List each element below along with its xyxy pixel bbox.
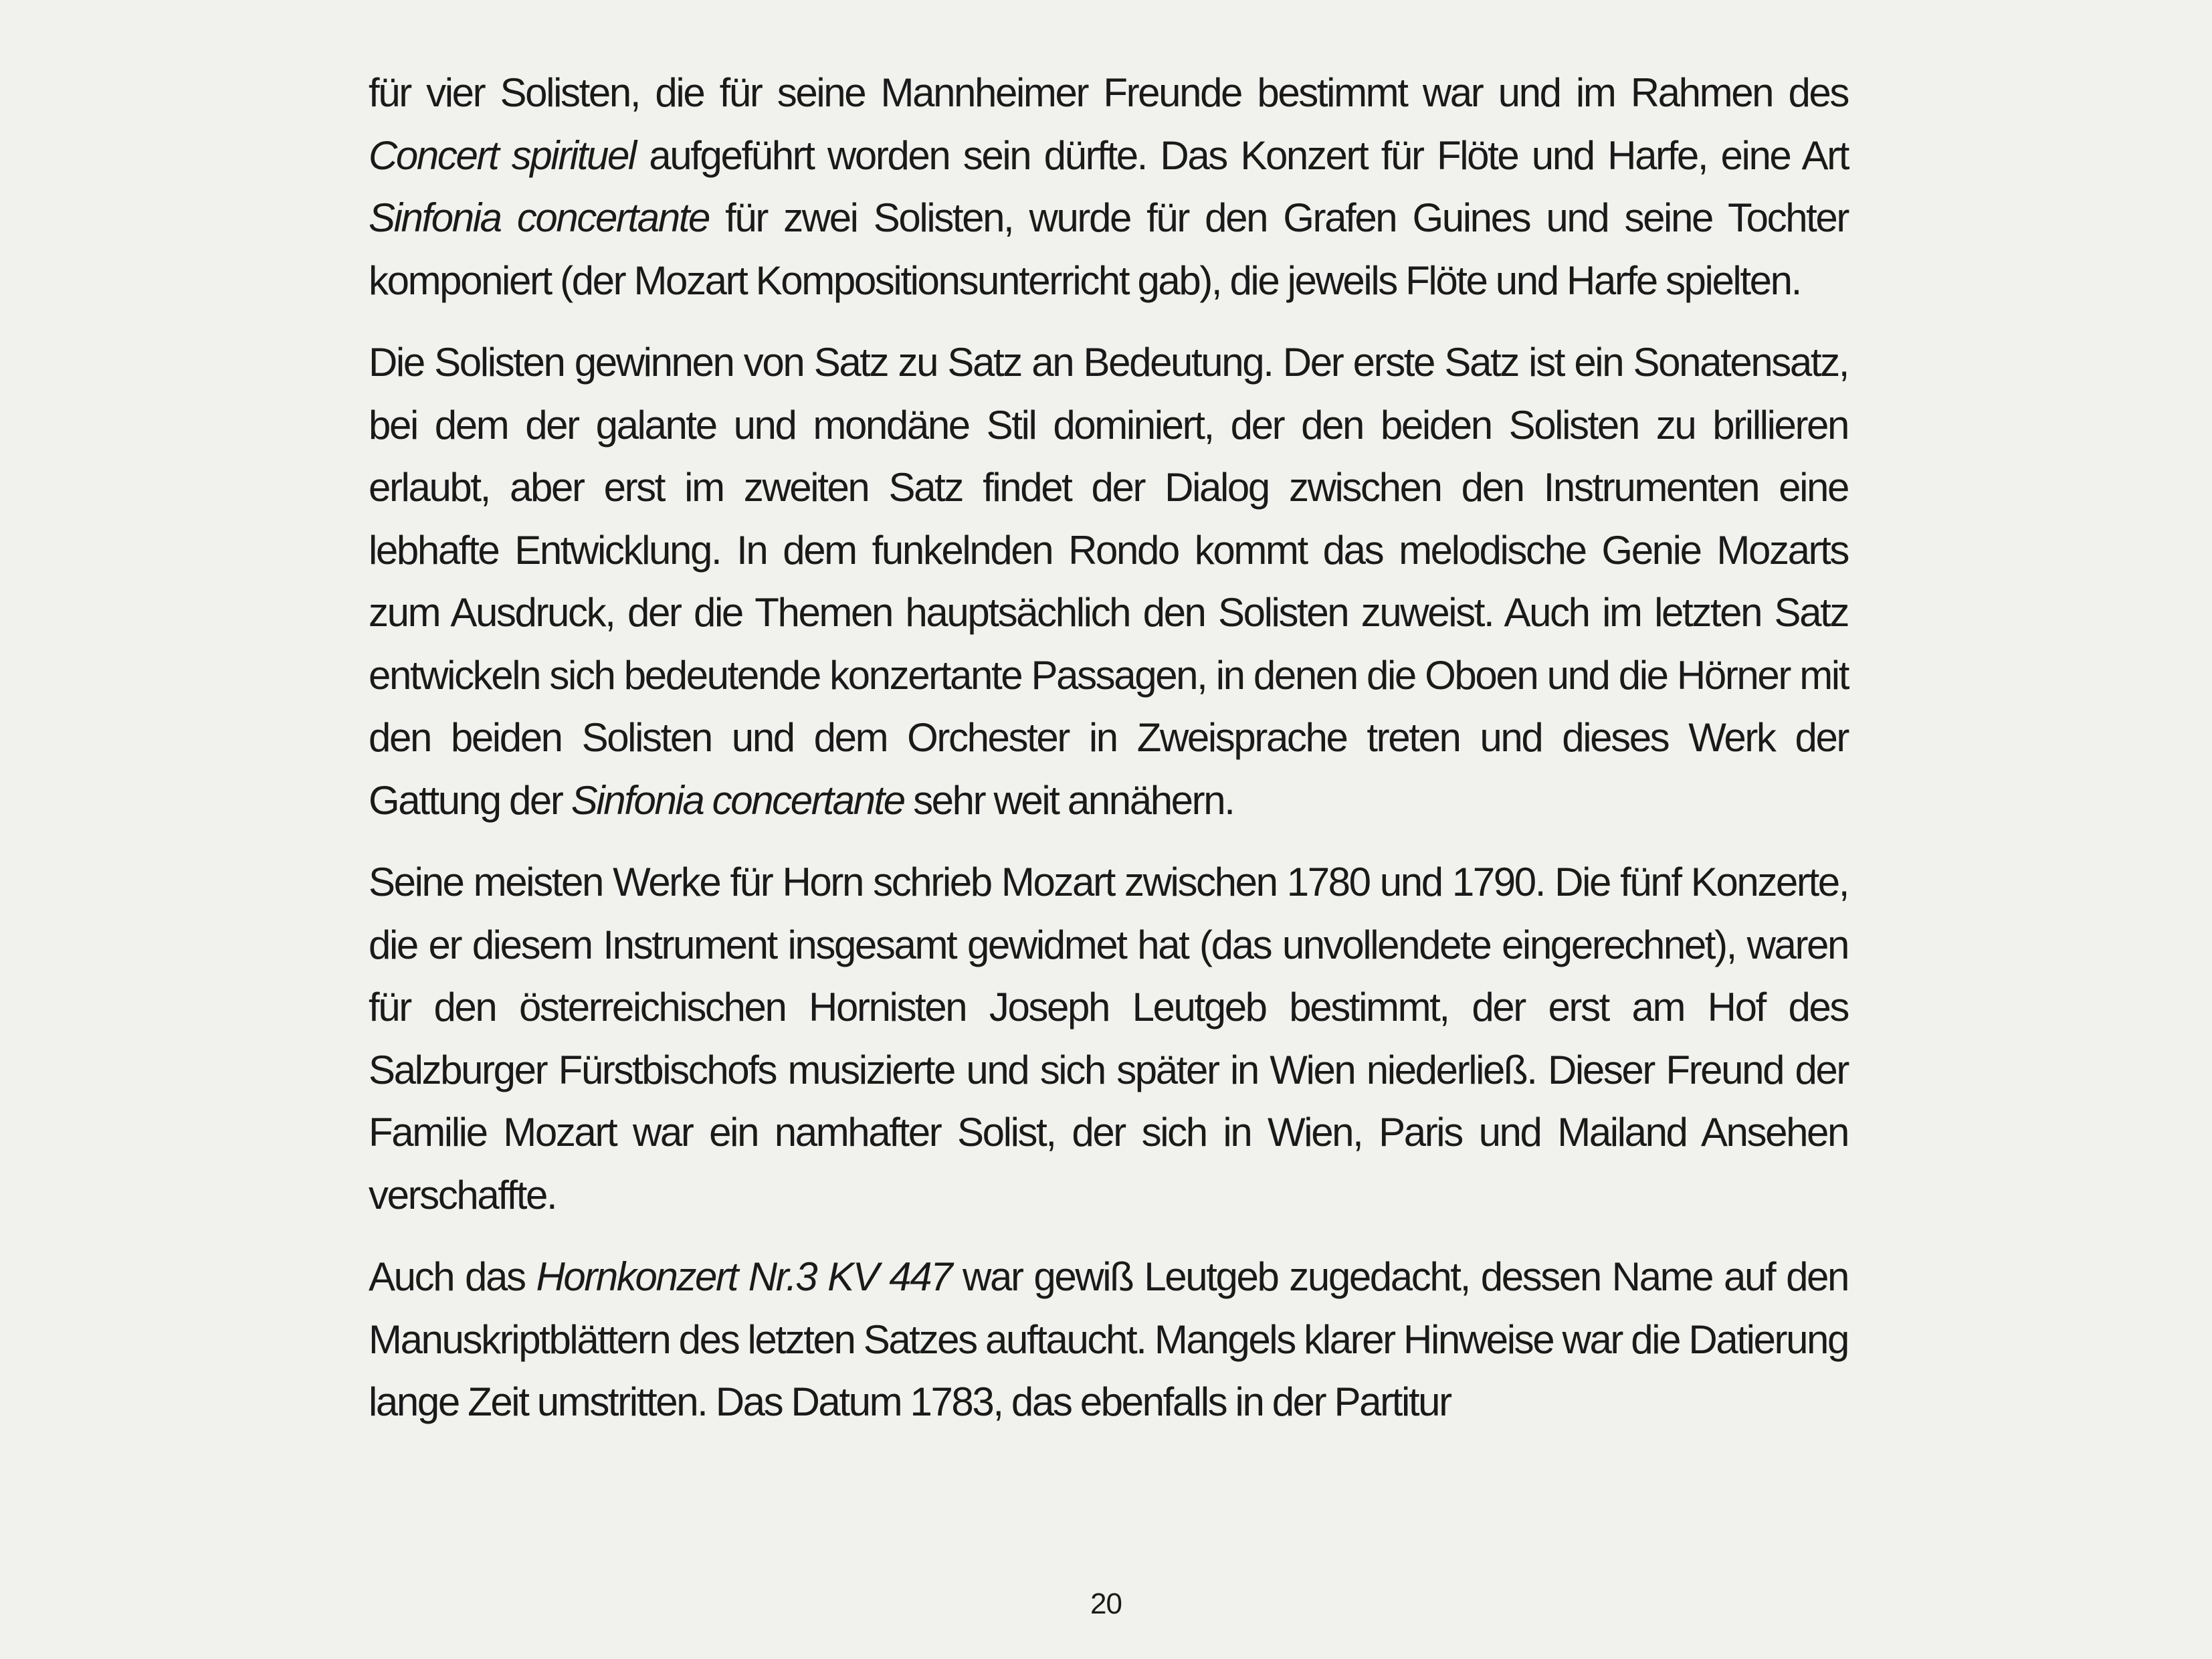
paragraph-4 [369, 1246, 1848, 1434]
italic-work-title: Sinfonia concertante [369, 195, 709, 240]
text-segment: Seine meisten Werke für Horn schrieb Mozart zwischen 1780 und 1790. Die fünf Konzerte, die er diesem Instrument insgesamt gewidmet hat (das unvollendete eingerechnet), waren für den österreichischen Hornisten Joseph Leutgeb bestimmt, der erst am Hof des Salzburger Fürstbischofs musizierte und sich später in Wien niederließ. Dieser Freund der Familie Mozart war ein namhafter Solist, der sich in Wien, Paris und Mailand Ansehen verschaffte. [369, 860, 1848, 1217]
text-segment: sehr weit annähern. [904, 777, 1234, 823]
text-segment: Die Solisten gewinnen von Satz zu Satz an Bedeutung. Der erste Satz ist ein Sonatensatz, bei dem der galante und mondäne Stil dominiert, der den beiden Solisten zu brillieren erlaubt, aber erst im zweiten Satz findet der Dialog zwischen den Instrumenten eine lebhafte Entwicklung. In dem funkelnden Rondo kommt das melodische Genie Mozarts zum Ausdruck, der die Themen hauptsächlich den Solisten zuweist. Auch im letzten Satz entwickeln sich bedeutende konzertante Passagen, in denen die Oboen und die Hörner mit den beiden Solisten und dem Orchester in Zweisprache treten und dieses Werk der Gattung der [369, 340, 1848, 823]
text-segment: aufgeführt worden sein dürfte. Das Konzert für Flöte und Harfe, eine Art [635, 132, 1848, 178]
text-segment: war gewiß Leutgeb zugedacht, dessen Name auf den Manuskriptblättern des letzten Satzes auftaucht. Mangels klarer Hinweise war die Datierung lange Zeit umstritten. Das Datum 1783, das ebenfalls in der Partitur [369, 1254, 1848, 1424]
italic-work-title: Concert spirituel [369, 132, 635, 178]
paragraph-3 [369, 851, 1848, 1226]
page-number: 20 [1090, 1587, 1122, 1620]
text-segment: für vier Solisten, die für seine Mannheimer Freunde bestimmt war und im Rahmen des [369, 70, 1848, 115]
paragraph-2 [369, 331, 1848, 832]
text-segment: Auch das [369, 1254, 536, 1299]
paragraph-1 [369, 62, 1848, 312]
body-text [369, 62, 1848, 1434]
italic-work-title: Hornkonzert Nr.3 KV 447 [536, 1254, 952, 1299]
text-segment: für zwei Solisten, wurde für den Grafen Guines und seine Tochter komponiert (der Mozart Kompositionsunterricht gab), die jeweils Flöte und Harfe spielten. [369, 195, 1848, 303]
italic-work-title: Sinfonia concertante [571, 777, 904, 823]
